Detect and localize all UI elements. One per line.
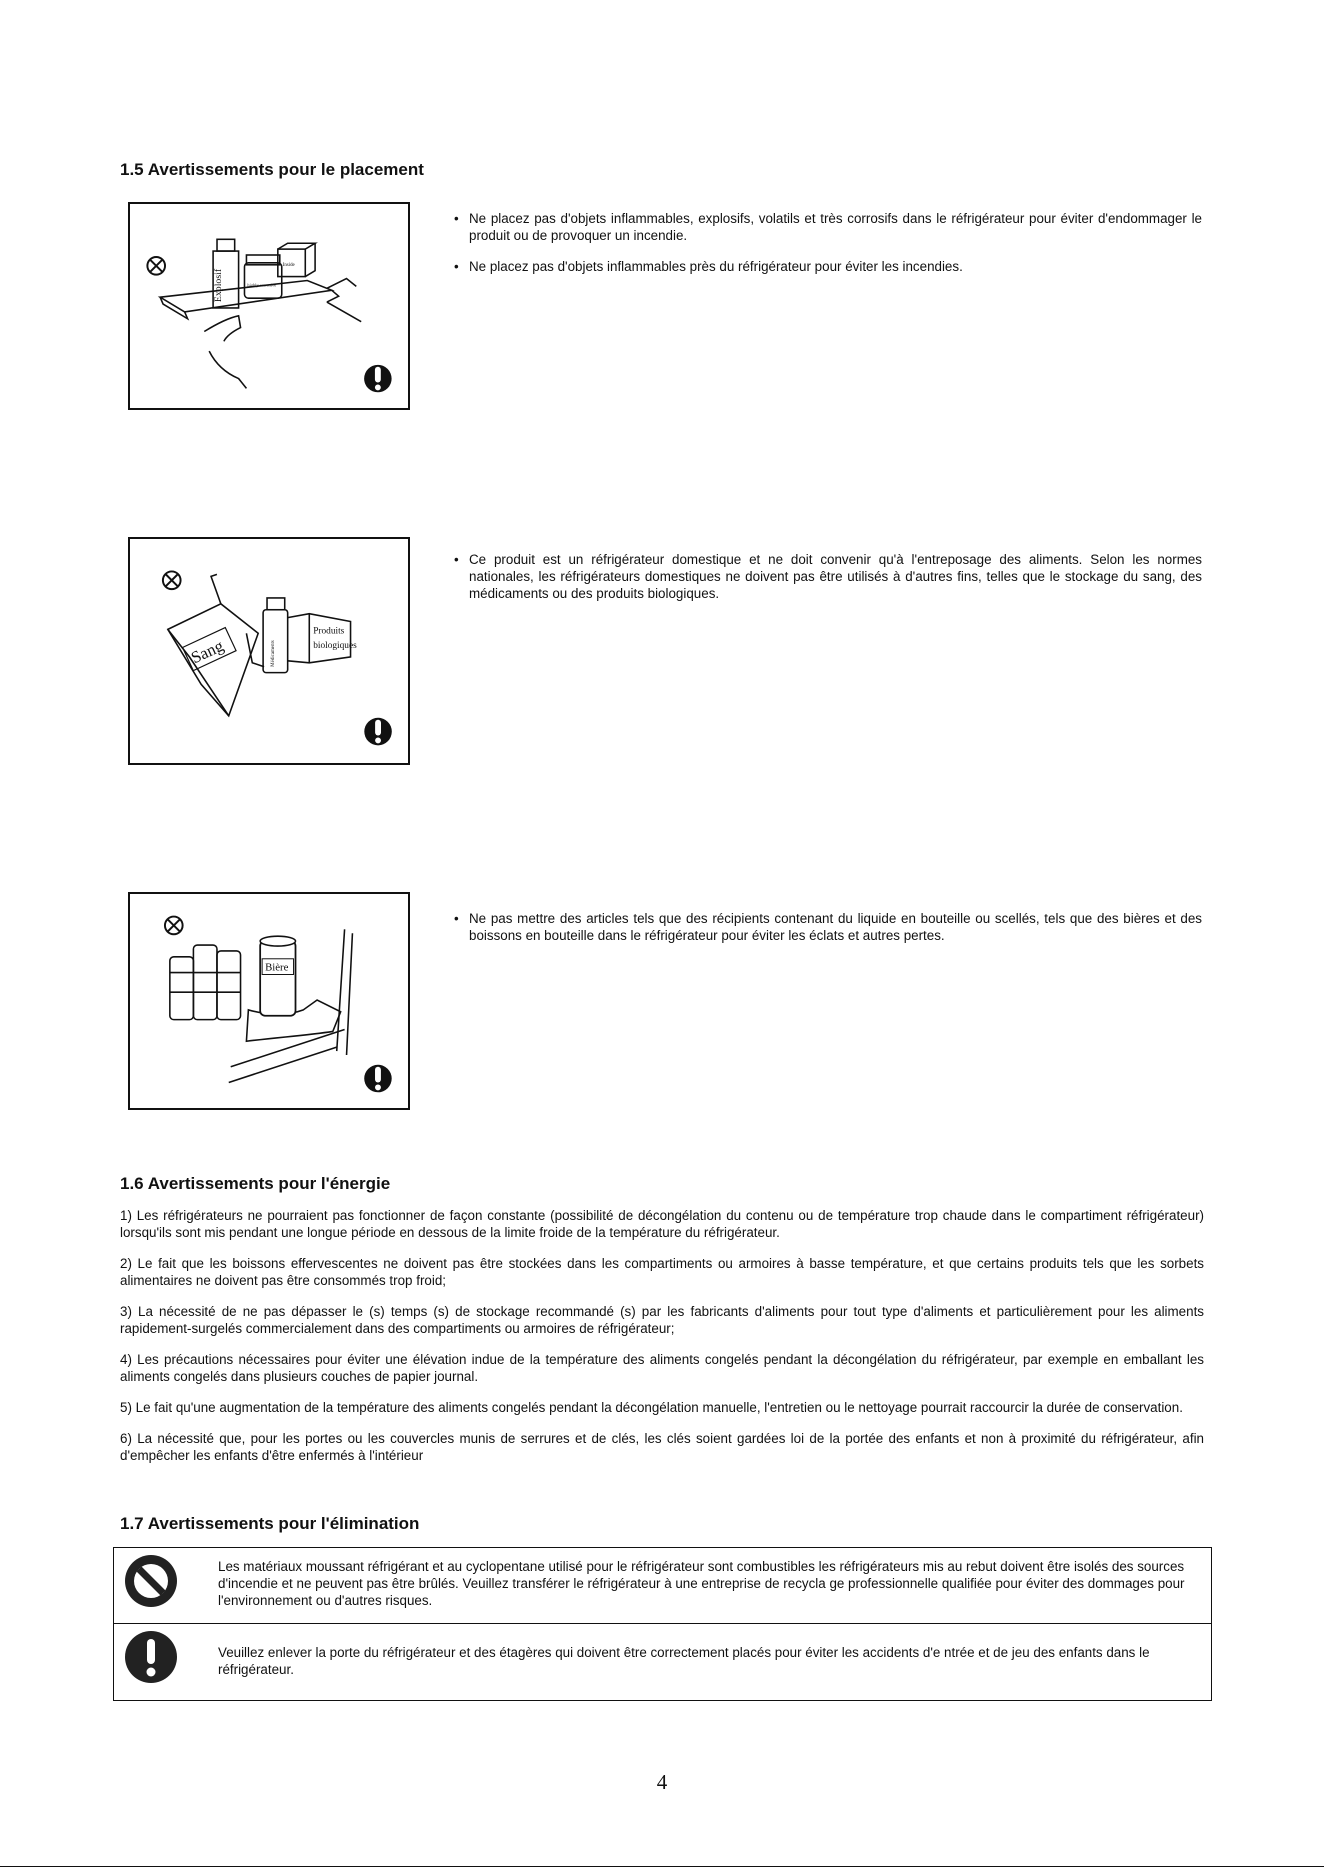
label-explosif: Explosif <box>212 268 224 303</box>
illustration-flammable-objects <box>128 202 410 410</box>
bullet-list-placement-1 <box>454 210 1202 289</box>
illustration-bottled-drinks <box>128 892 410 1110</box>
energy-paragraph: 4) Les précautions nécessaires pour éviter une élévation indue de la température des aliments congelés pendant la décongélation du réfrigérateur, par exemple en emballant les aliments congelés dans plusieurs couches de papier journal. <box>120 1352 1204 1384</box>
section-title-placement: 1.5 Avertissements pour le placement <box>120 160 424 179</box>
prohibited-icon <box>114 1548 184 1613</box>
bullet-item: • Ne placez pas d'objets inflammables près du réfrigérateur pour éviter les incendies. <box>454 258 1202 275</box>
label-medicaments: Médicaments <box>270 640 276 667</box>
label-produits: Produits <box>313 626 345 637</box>
energy-paragraph: 5) Le fait qu'une augmentation de la température des aliments congelés pendant la décongélation manuelle, l'entretien ou le nettoyage pourrait raccourcir la durée de conservation. <box>120 1400 1183 1415</box>
biological-products-drawing <box>130 539 408 763</box>
disposal-row <box>114 1548 1211 1624</box>
section-title-energy: 1.6 Avertissements pour l'énergie <box>120 1174 391 1193</box>
energy-paragraphs <box>120 1207 1204 1478</box>
energy-paragraph: 2) Le fait que les boissons effervescentes ne doivent pas être stockées dans les compartiments ou armoires à basse température, et que certains produits tels que les sorbets alimentaires ne doivent pas être consommés trop froid; <box>120 1256 1204 1288</box>
energy-paragraph: 3) La nécessité de ne pas dépasser le (s) temps (s) de stockage recommandé (s) par les fabricants d'aliments pour tout type d'aliments et particulièrement pour les aliments rapidement-surgelés commercialement dans des compartiments ou armoires de réfrigérateur; <box>120 1304 1204 1336</box>
disposal-text: Les matériaux moussant réfrigérant et au cyclopentane utilisé pour le réfrigérateur sont combustibles les réfrigérateurs mis au rebut doivent être isolés des sources d'incendie et ne peuvent pas être brûlés. Veuillez transférer le réfrigérateur à une entreprise de recycla ge professionnelle qualifiée pour éviter des dommages pour l'environnement ou d'autres risques. <box>218 1559 1185 1608</box>
bullet-list-placement-3 <box>454 910 1202 958</box>
energy-paragraph: 6) La nécessité que, pour les portes ou les couvercles munis de serrures et de clés, les clés soient gardées loi de la portée des enfants et non à proximité du réfrigérateur, afin d'empêcher les enfants d'être enfermés à l'intérieur <box>120 1431 1204 1463</box>
bottom-rule <box>0 1866 1324 1867</box>
warning-icon <box>364 718 392 746</box>
disposal-row <box>114 1624 1211 1700</box>
energy-paragraph: 1) Les réfrigérateurs ne pourraient pas fonctionner de façon constante (possibilité de décongélation du contenu ou de température trop chaude dans le compartiment réfrigérateur) lorsqu'ils sont mis pendant une longue période en dessous de la limite froide de la température du réfrigérateur. <box>120 1208 1204 1240</box>
page-number: 4 <box>656 1770 668 1794</box>
warning-icon <box>364 1065 391 1092</box>
label-corrosive: highly corrosive <box>247 282 277 288</box>
label-biere: Bière <box>265 961 289 974</box>
bullet-item: • Ne placez pas d'objets inflammables, explosifs, volatils et très corrosifs dans le réfrigérateur pour éviter d'endommager le produit ou de provoquer un incendie. <box>454 210 1202 244</box>
disposal-warning-table <box>113 1547 1212 1701</box>
illustration-biological-products <box>128 537 410 765</box>
section-title-disposal: 1.7 Avertissements pour l'élimination <box>120 1514 420 1533</box>
bullet-list-placement-2 <box>454 551 1202 616</box>
warning-icon <box>364 365 391 392</box>
prohibited-icon <box>163 571 181 589</box>
disposal-text: Veuillez enlever la porte du réfrigérateur et des étagères qui doivent être correctement placés pour éviter les accidents d'e ntrée et de jeu des enfants dans le réfrigérateur. <box>218 1645 1150 1677</box>
label-box: Inside <box>282 262 295 268</box>
bullet-item: • Ne pas mettre des articles tels que des récipients contenant du liquide en bouteille ou scellés, tels que des bières et des boissons en bouteille dans le réfrigérateur pour éviter les éclats et autres pertes. <box>454 910 1202 944</box>
flammable-objects-drawing <box>130 204 408 408</box>
label-biologiques: biologiques <box>313 641 357 652</box>
bottled-drinks-drawing <box>130 894 408 1108</box>
label-sang: Sang <box>188 635 227 668</box>
prohibited-icon <box>147 257 165 275</box>
warning-icon <box>114 1624 184 1689</box>
prohibited-icon <box>165 917 183 935</box>
bullet-item: • Ce produit est un réfrigérateur domestique et ne doit convenir qu'à l'entreposage des aliments. Selon les normes nationales, les réfrigérateurs domestiques ne doivent pas être utilisés à d'autres fins, telles que le stockage du sang, des médicaments ou des produits biologiques. <box>454 551 1202 602</box>
